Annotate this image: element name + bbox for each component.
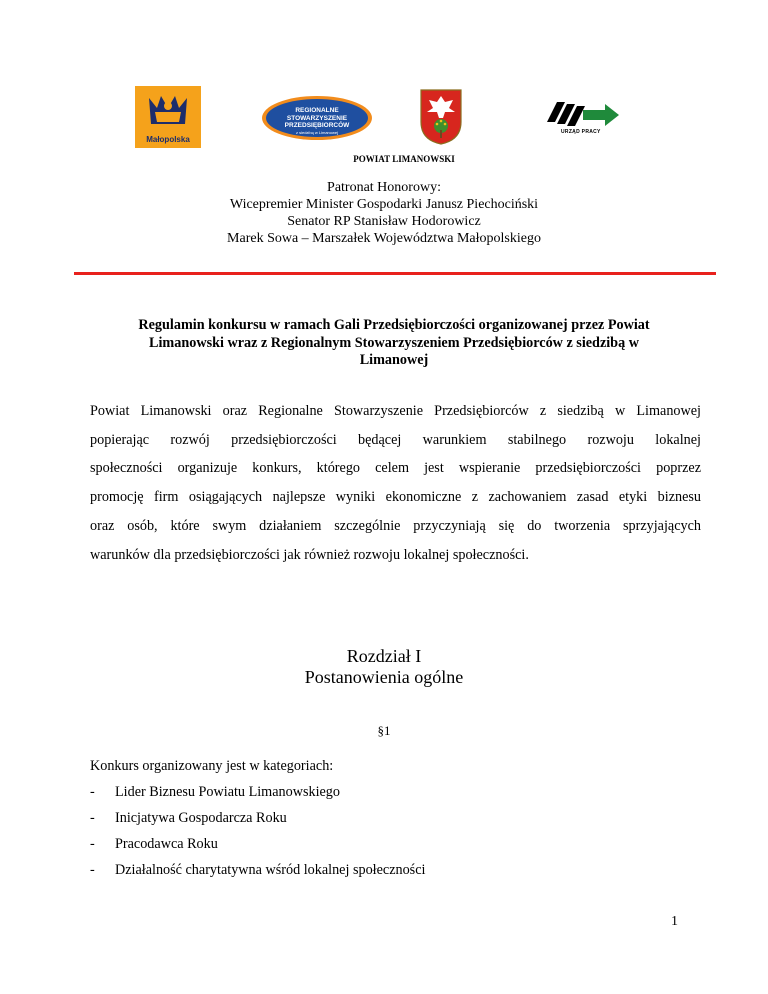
- intro-paragraph: [90, 397, 701, 569]
- intro-line: oraz osób, które swym działaniem szczególnie przyczyniają się do tworzenia sprzyjających: [90, 517, 701, 534]
- patronat-line: Marek Sowa – Marszałek Województwa Małopolskiego: [227, 231, 541, 246]
- list-item: [90, 860, 425, 886]
- regulamin-title-line: Limanowski wraz z Regionalnym Stowarzyszeniem Przedsiębiorców z siedzibą w: [149, 334, 639, 351]
- urzad-pracy-logo-text: URZĄD PRACY: [561, 129, 601, 135]
- malopolska-logo-text: Małopolska: [146, 135, 190, 144]
- regulamin-title-line: Regulamin konkursu w ramach Gali Przedsiębiorczości organizowanej przez Powiat: [138, 317, 650, 333]
- intro-line: promocję firm osiągających najlepsze wyniki ekonomiczne z zachowaniem zasad etyki biznesu: [90, 489, 701, 506]
- list-item: [90, 808, 425, 834]
- powiat-label: POWIAT LIMANOWSKI: [353, 154, 455, 164]
- list-bullet: -: [90, 862, 95, 878]
- rsp-logo-line1: REGIONALNE: [295, 107, 339, 114]
- regulamin-title-line: Limanowej: [359, 352, 429, 368]
- intro-line: Powiat Limanowski oraz Regionalne Stowarzyszenie Przedsiębiorców z siedzibą w Limanowej: [90, 403, 701, 419]
- chapter-subtitle: Postanowienia ogólne: [304, 667, 464, 687]
- rsp-logo-line4: z siedzibą w Limanowej: [295, 129, 339, 135]
- urzad-pracy-logo: [543, 98, 621, 140]
- rsp-logo-line2: STOWARZYSZENIE: [286, 114, 348, 122]
- rsp-logo-line3: PRZEDSIĘBIORCÓW: [284, 122, 350, 129]
- chapter-title: Rozdział I: [346, 646, 422, 666]
- red-divider: [74, 272, 716, 275]
- intro-line: popierając rozwój przedsiębiorczości będącej warunkiem stabilnego rozwoju lokalnej: [90, 431, 701, 448]
- list-bullet: -: [90, 784, 95, 800]
- patronat-line: Wicepremier Minister Gospodarki Janusz Piechociński: [229, 197, 539, 212]
- regulamin-title: [95, 317, 693, 370]
- urzad-pracy-arrows-icon: [543, 98, 621, 128]
- list-item: [90, 834, 425, 860]
- page-number: 1: [671, 914, 678, 929]
- patronat-block: [0, 179, 768, 247]
- category-label: Działalność charytatywna wśród lokalnej społeczności: [115, 862, 426, 878]
- list-bullet: -: [90, 836, 95, 852]
- intro-line: społeczności organizuje konkurs, którego celem jest wspieranie przedsiębiorczości poprzez: [90, 460, 701, 477]
- category-label: Pracodawca Roku: [115, 836, 218, 852]
- paragraph-sign: §1: [377, 723, 391, 738]
- intro-line: warunków dla przedsiębiorczości jak również rozwoju lokalnej społeczności.: [90, 546, 529, 563]
- patronat-line: Senator RP Stanisław Hodorowicz: [287, 214, 481, 229]
- categories-list: [90, 782, 425, 886]
- category-label: Inicjatywa Gospodarcza Roku: [115, 810, 287, 826]
- coat-of-arms-icon: [419, 88, 463, 146]
- list-bullet: -: [90, 810, 95, 826]
- category-label: Lider Biznesu Powiatu Limanowskiego: [115, 784, 340, 800]
- categories-intro: Konkurs organizowany jest w kategoriach:: [90, 758, 334, 774]
- chapter-heading: [0, 646, 768, 688]
- list-item: [90, 782, 425, 808]
- malopolska-logo: [135, 86, 201, 148]
- crown-icon: [135, 86, 201, 136]
- rsp-logo: [262, 96, 372, 140]
- patronat-line: Patronat Honorowy:: [327, 180, 441, 195]
